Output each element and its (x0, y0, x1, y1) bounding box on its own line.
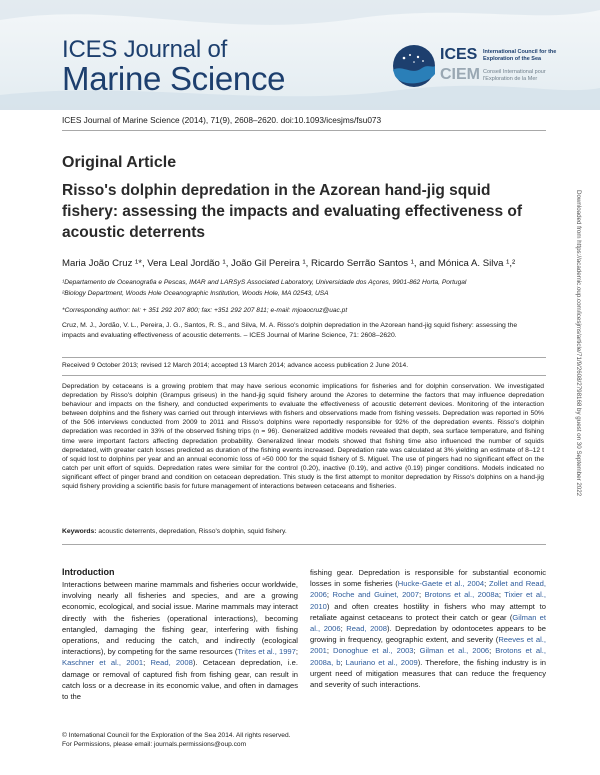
copyright-line: © International Council for the Exploration of the Sea 2014. All rights reserved. (62, 732, 291, 739)
citation-link[interactable]: Reeves et al., 2001 (310, 635, 546, 656)
separator: ; (326, 590, 333, 600)
citation-link[interactable]: Brotons et al., 2008a (424, 590, 499, 600)
cite-as-block: Cruz, M. J., Jordão, V. L., Pereira, J. G., Santos, R. S., and Silva, M. A. Risso's dolphin depredation in the Azorean hand-jig squid fishery: assessing the impacts and evaluating effectiveness of acoustic deterrents. – ICES Journal of Marine Science, 71: 2608–2620. (62, 322, 518, 339)
author-list: Maria João Cruz ¹*, Vera Leal Jordão ¹, João Gil Pereira ¹, Ricardo Serrão Santos ¹, and Mónica A. Silva ¹,² (62, 258, 516, 269)
journal-name-line1: ICES Journal of (62, 36, 228, 63)
ices-english-name: International Council for the Exploration of the Sea (483, 49, 557, 62)
introduction-heading: Introduction (62, 567, 115, 577)
citation-link[interactable]: Kaschner et al., 2001 (62, 658, 144, 668)
keywords-label: Keywords: (62, 528, 97, 535)
divider (62, 130, 546, 131)
divider (62, 375, 546, 376)
citation-link[interactable]: Brotons et al., 2008a, b (310, 646, 546, 667)
keywords-line (62, 528, 287, 535)
download-note: Downloaded from https://academic.oup.com/icesjms/article/71/9/2608/2798168 by guest on 30 September 2022 (575, 190, 582, 497)
affiliation-1: ¹Departamento de Oceanografia e Pescas, IMAR and LARSyS Associated Laboratory, Universidade dos Açores, 9901-862 Horta, Portugal (62, 279, 467, 286)
keywords-text: acoustic deterrents, depredation, Risso's dolphin, squid fishery. (98, 528, 287, 535)
article-title: Risso's dolphin depredation in the Azorean hand-jig squid fishery: assessing the impacts and evaluating effectiveness of acoustic deterrents (62, 182, 522, 241)
separator: ; (484, 579, 489, 589)
separator: ; (295, 647, 299, 657)
separator: ; (340, 657, 346, 667)
ices-logo-icon (392, 44, 436, 88)
article-citation-line: ICES Journal of Marine Science (2014), 71(9), 2608–2620. doi:10.1093/icesjms/fsu073 (62, 115, 382, 125)
ciem-french-name: Conseil International pour l'Exploration de la Mer (483, 69, 546, 82)
article-type-label: Original Article (62, 154, 177, 171)
ciem-wordmark: CIEM (440, 66, 480, 83)
citation-link[interactable]: Read, 2008 (346, 624, 387, 634)
body-text: ). Depredation by odontocetes appears to be growing in frequency, geographic extent, and severity ( (310, 624, 546, 645)
separator: ; (418, 590, 425, 600)
intro-paragraph (62, 579, 298, 702)
separator: ; (413, 646, 420, 656)
citation-link[interactable]: Roche and Guinet, 2007 (332, 590, 419, 600)
citation-link[interactable]: Donoghue et al., 2003 (333, 646, 414, 656)
permissions-line: For Permissions, please email: journals.permissions@oup.com (62, 741, 247, 748)
affiliation-2: ²Biology Department, Woods Hole Oceanographic Institution, Woods Hole, MA 02543, USA (62, 290, 329, 297)
abstract: Depredation by cetaceans is a growing problem that may have serious economic implications for fisheries and for dolphin conservation. We investigated depredation by Risso's dolphin (Grampus griseus) in the hand-jig squid fishery around the Azores to determine the factors that may influence depredation behaviour and impacts on the fishery, and conducted experiments to evaluate the effectiveness of acoustic deterrent devices. Monitoring of the interaction between dolphins and the fishery was carried out through interviews with fishers and observations made from fishing vessels. Depredation was reported in 50% of the 506 interviews conducted from 2009 to 2011 and Risso's dolphins were reportedly responsible for 92% of the depredation events. Risso's dolphin depredation was recorded in 33% of the observed fishing trips (n = 96). Generalized additive models revealed that depth, sea surface temperature, and fishing time were important factors affecting depredation probability. Generalized linear models showed that fishing time also influenced the number of squids depredated, with greater catch losses predicted as duration of the fishing events increased. Depredation rate was calculated at 3% yielding an estimate of 8–12 t of squid lost to dolphins per year and an annual economic loss of ≈50 000 for the squid fishery of S. Miguel. The use of pingers had no significant effect on the catch per unit effort of squids. Depredation rates were similar for the control (0.20), inactive (0.19), and active (0.19) pinger conditions. Models indicated no significant effect of pinger brand and condition on cetacean depredation. This study is the first attempt to monitor depredation by Risso's dolphins on a hand-jig squid fishery providing a scientific basis for future management of interactions between cetaceans and fisheries. (62, 383, 544, 491)
body-text: ). Therefore, the fishing industry is in urgent need of mitigation measures that can reduce the frequency and severity of such interactions. (310, 657, 546, 690)
received-dates: Received 9 October 2013; revised 12 March 2014; accepted 13 March 2014; advance access publication 2 June 2014. (62, 362, 409, 369)
body-column-left (62, 567, 298, 702)
journal-name-line2: Marine Science (62, 60, 286, 97)
body-text: ) and often creates hostility in fishers who may attempt to retaliate against cetaceans to protect their catch or gear ( (310, 601, 546, 622)
journal-header-band (0, 0, 600, 110)
body-text: Interactions between marine mammals and fisheries occur worldwide, involving nearly all fisheries and species, and are a growing economic, ecological, and social issue. Marine mammals may interact directly with the fisheries (operational interactions), becoming entangled, damaging the fishing gear, interfering with fishing operations, and reducing the catch, and indirectly (ecological interactions), by competing for the same resources ( (62, 580, 298, 657)
body-column-right (310, 567, 546, 690)
separator: ; (498, 590, 505, 600)
separator: ; (326, 646, 334, 656)
divider (62, 544, 546, 545)
divider (62, 357, 546, 358)
ices-wordmark: ICES (440, 46, 478, 63)
corresponding-author: *Corresponding author: tel: + 351 292 207 800; fax: +351 292 207 811; e-mail: mjoaocruz@uac.pt (62, 307, 348, 314)
citation-link[interactable]: Zollet and Read, 2006 (310, 579, 546, 600)
citation-link[interactable]: Hucke-Gaete et al., 2004 (397, 579, 485, 589)
copyright-footer (62, 731, 290, 749)
separator: ; (489, 646, 496, 656)
citation-link[interactable]: Trites et al., 1997 (237, 647, 296, 657)
citation-link[interactable]: Lauriano et al., 2009 (345, 657, 418, 667)
body-text: ). Cetacean depredation, i.e. damage or removal of captured fish from fishing gear, can result in catch loss or a decrease in its economic value, and often in damages to the (62, 658, 298, 702)
separator: ; (340, 624, 347, 634)
separator: ; (143, 658, 151, 668)
intro-paragraph-continued (310, 567, 546, 690)
citation-link[interactable]: Tixier et al., 2010 (310, 590, 546, 611)
body-text: fishing gear. Depredation is responsible for substantial economic losses in some fisheries ( (310, 568, 546, 589)
citation-link[interactable]: Read, 2008 (150, 658, 193, 668)
citation-link[interactable]: Gilman et al., 2006 (310, 612, 546, 634)
download-watermark (572, 190, 586, 590)
citation-link[interactable]: Gilman et al., 2006 (419, 646, 490, 656)
